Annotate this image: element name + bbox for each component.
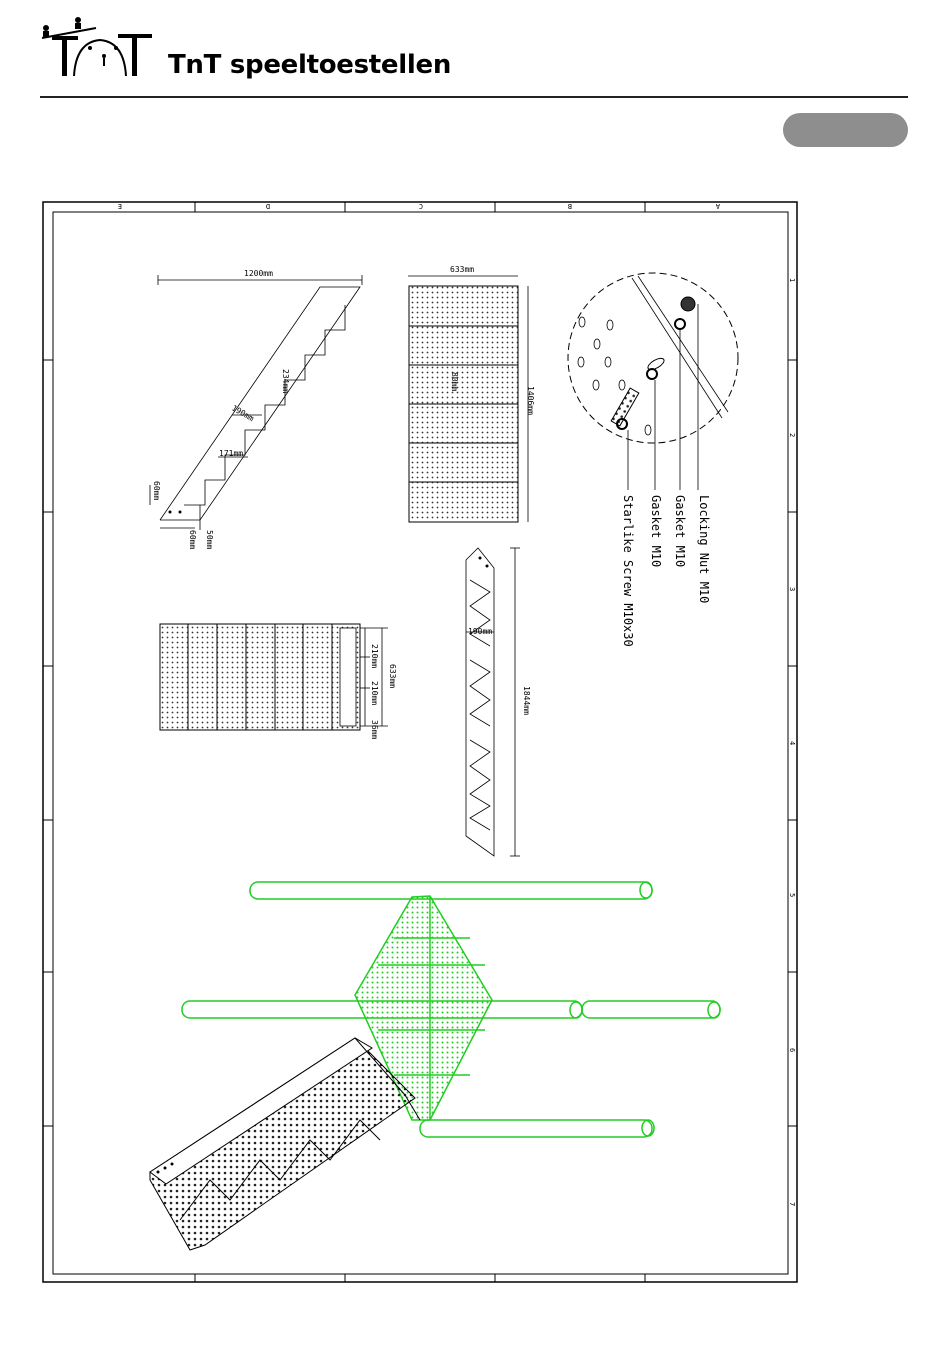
dim-tread-width: 633mm — [450, 265, 475, 274]
border-number: 2 — [788, 433, 796, 438]
tread-plan — [408, 276, 528, 522]
border-number: 3 — [788, 587, 796, 592]
detail-label-gasket-2: Gasket M10 — [649, 495, 663, 568]
black-stair-perspective — [150, 1038, 420, 1250]
border-letter: C — [418, 202, 423, 210]
border-letter: A — [715, 202, 720, 210]
stair-front-view — [160, 624, 388, 730]
dim-side-foot-h: 60mm — [152, 481, 161, 501]
dim-stringer-width: 190mm — [468, 627, 493, 636]
dim-stringer-length: 1844mm — [522, 686, 531, 715]
detail-label-gasket-1: Gasket M10 — [673, 495, 687, 568]
brand-name: TnT speeltoestellen — [168, 50, 452, 80]
border-letter: D — [265, 202, 270, 210]
dim-side-width: 1200mm — [244, 269, 273, 278]
dim-side-riser: 171mm — [219, 449, 244, 458]
border-letter: E — [117, 202, 122, 210]
detail-label-screw: Starlike Screw M10x30 — [621, 495, 635, 647]
border-number: 5 — [788, 893, 796, 898]
border-number: 4 — [788, 741, 796, 746]
stair-side-view — [150, 275, 362, 530]
dim-tread-length: 1406mm — [526, 386, 535, 415]
detail-label-nut: Locking Nut M10 — [697, 495, 711, 604]
border-number: 7 — [788, 1202, 796, 1207]
detail-bubble — [568, 273, 738, 490]
stringer-view — [466, 548, 520, 856]
dim-tread-spacing: 80mm — [450, 372, 459, 392]
border-number: 6 — [788, 1048, 796, 1053]
dim-side-offset: 50mm — [205, 530, 214, 550]
dim-front-total: 633mm — [388, 664, 397, 689]
dim-side-tread: 234mm — [281, 369, 290, 394]
dim-side-foot-w: 60mm — [188, 530, 197, 550]
dim-front-edge: 36mm — [370, 720, 379, 740]
dim-front-d1: 210mm — [370, 644, 379, 669]
dim-front-d2: 210mm — [370, 681, 379, 706]
dim-side-depth: 190mm — [230, 403, 256, 424]
border-number: 1 — [788, 278, 796, 283]
border-letter: B — [567, 202, 572, 210]
